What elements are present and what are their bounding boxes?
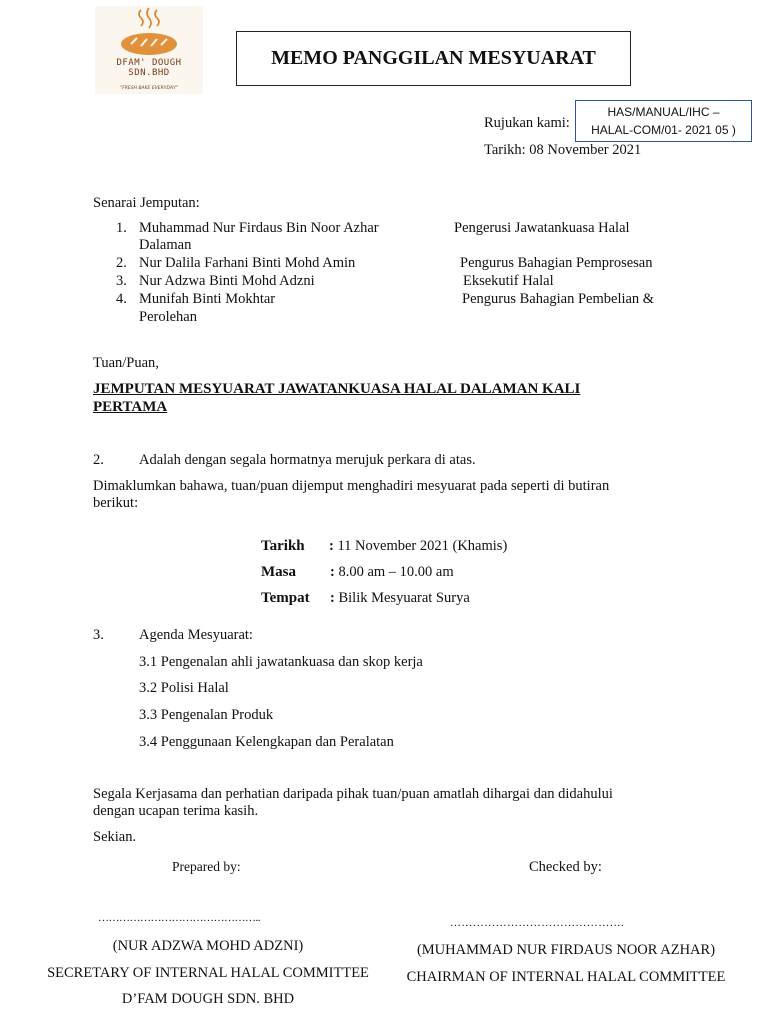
invitee-role: Pengurus Bahagian Pembelian & (462, 291, 655, 307)
logo-tagline: "FRESH BAKE EVERYDAY" (120, 86, 178, 91)
closing-text-cont: dengan ucapan terima kasih. (93, 803, 259, 819)
closing-text: Segala Kerjasama dan perhatian daripada pihak tuan/puan amatlah dihargai dan didahului (93, 786, 613, 802)
checked-name: (MUHAMMAD NUR FIRDAUS NOOR AZHAR) (416, 942, 716, 958)
invitee-name-cont: Dalaman (139, 237, 192, 253)
reference-code-line1: HAS/MANUAL/IHC – (607, 105, 720, 119)
invitee-number: 2. (116, 255, 127, 271)
invitee-name-cont: Perolehan (139, 309, 197, 325)
invitee-role: Eksekutif Halal (463, 273, 554, 289)
detail-value-place: : Bilik Mesyuarat Surya (330, 590, 470, 606)
invitee-number: 4. (116, 291, 127, 307)
notice-text: Dimaklumkan bahawa, tuan/puan dijemput menghadiri mesyuarat pada seperti di butiran (93, 478, 610, 494)
invitee-number: 3. (116, 273, 127, 289)
subject-line: JEMPUTAN MESYUARAT JAWATANKUASA HALAL DALAMAN KALI (93, 381, 581, 397)
agenda-item: 3.2 Polisi Halal (139, 680, 229, 696)
prepared-company: D’FAM DOUGH SDN. BHD (121, 991, 295, 1007)
invitee-name: Munifah Binti Mokhtar (139, 291, 276, 307)
agenda-item: 3.1 Pengenalan ahli jawatankuasa dan skop kerja (139, 654, 423, 670)
checked-signature-line: ………………………………………. (450, 917, 625, 929)
agenda-item: 3.3 Pengenalan Produk (139, 707, 274, 723)
prepared-name: (NUR ADZWA MOHD ADZNI) (112, 938, 304, 954)
prepared-signature-line: ……………………………………….. (98, 912, 260, 924)
detail-label-date: Tarikh (261, 538, 305, 554)
memo-title: MEMO PANGGILAN MESYUARAT (236, 31, 631, 86)
salutation: Tuan/Puan, (93, 355, 159, 371)
detail-value-date: : 11 November 2021 (Khamis) (329, 538, 508, 554)
reference-code-line2: HALAL-COM/01- 2021 05 ) (591, 123, 736, 137)
detail-value-time: : 8.00 am – 10.00 am (330, 564, 454, 580)
reference-label: Rujukan kami: (484, 115, 570, 131)
invitee-role: Pengurus Bahagian Pemprosesan (460, 255, 653, 271)
logo-text: DFAM' DOUGH SDN.BHD (116, 58, 182, 78)
agenda-item: 3.4 Penggunaan Kelengkapan dan Peralatan (139, 734, 394, 750)
detail-label-time: Masa (261, 564, 296, 580)
agenda-number: 3. (93, 627, 104, 643)
prepared-title: SECRETARY OF INTERNAL HALAL COMMITTEE (47, 965, 369, 981)
invitee-number: 1. (116, 220, 127, 236)
memo-date: Tarikh: 08 November 2021 (484, 142, 642, 158)
detail-label-place: Tempat (261, 590, 310, 606)
para-number: 2. (93, 452, 104, 468)
bread-icon (95, 6, 203, 58)
invitee-name: Nur Adzwa Binti Mohd Adzni (139, 273, 315, 289)
agenda-heading: Agenda Mesyuarat: (139, 627, 253, 643)
sekian-text: Sekian. (93, 829, 137, 845)
reference-code-box (575, 100, 752, 142)
invitee-heading: Senarai Jemputan: (93, 195, 200, 211)
invitee-name: Muhammad Nur Firdaus Bin Noor Azhar (139, 220, 379, 236)
invitee-role: Pengerusi Jawatankuasa Halal (454, 220, 630, 236)
notice-text-cont: berikut: (93, 495, 139, 511)
prepared-by-label: Prepared by: (172, 859, 241, 874)
checked-by-label: Checked by: (529, 859, 602, 875)
checked-title: CHAIRMAN OF INTERNAL HALAL COMMITTEE (406, 969, 726, 985)
para-text: Adalah dengan segala hormatnya merujuk perkara di atas. (139, 452, 476, 468)
company-logo (95, 6, 203, 94)
subject-line-cont: PERTAMA (93, 399, 168, 415)
invitee-name: Nur Dalila Farhani Binti Mohd Amin (139, 255, 356, 271)
